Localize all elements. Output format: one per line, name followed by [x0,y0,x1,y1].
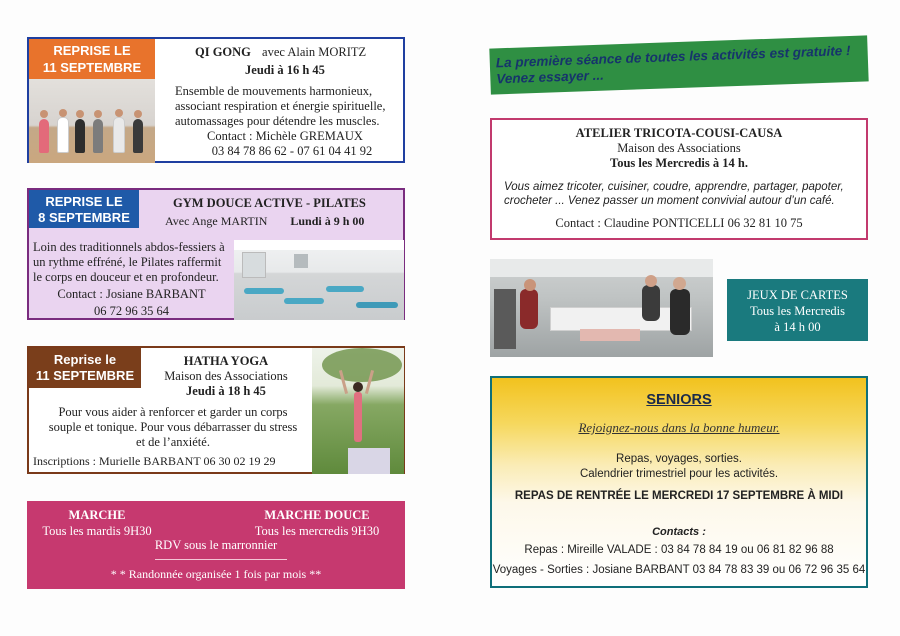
tricota-header [492,126,866,171]
desc-line: Vous aimez tricoter, cuisiner, coudre, apprendre, partager, papoter, [504,181,844,193]
gym-schedule: Lundi à 9 h 00 [290,214,365,228]
desc-line: un rythme effréné, le Pilates raffermit [33,255,222,269]
tricota-schedule: Tous les Mercredis à 14 h. [610,156,748,170]
desc-line: crocheter ... Venez passer un moment convivial autour d’un café. [504,195,835,207]
marche-rdv: RDV sous le marronnier [154,538,278,552]
randonnee-note: * * Randonnée organisée 1 fois par mois ** [110,567,322,581]
marche-title: MARCHE [68,508,126,522]
tricota-description [504,180,864,208]
gym-reprise-badge [29,190,139,228]
seniors-info [492,452,866,482]
gym-title: GYM DOUCE ACTIVE - PILATES [173,196,366,210]
qigong-photo [29,79,155,163]
seniors-contacts-label: Contacts : [652,526,706,538]
contact-phones: 03 84 78 86 62 - 07 61 04 41 92 [211,144,373,158]
qigong-title: QI GONG [195,45,251,59]
gym-description [33,240,233,285]
gym-header-line [165,214,405,229]
badge-line: 11 SEPTEMBRE [42,60,142,75]
hatha-yoga-card [27,346,405,474]
qigong-reprise-badge [29,39,155,79]
desc-line: et de l’anxiété. [136,435,210,449]
tricota-place: Maison des Associations [617,141,741,155]
qigong-schedule: Jeudi à 16 h 45 [245,63,325,77]
yoga-photo [312,348,404,474]
pilates-photo [234,240,404,320]
seniors-contact-voyages: Voyages - Sorties : Josiane BARBANT 03 84 78 83 39 ou 06 72 96 35 64 [492,564,866,576]
tricota-card [490,118,868,240]
seniors-card [490,376,868,588]
badge-line: 11 SEPTEMBRE [35,368,135,383]
desc-line: Pour vous aider à renforcer et garder un corps [58,405,288,419]
gym-instructor: Avec Ange MARTIN [165,214,268,228]
badge-line: 8 SEPTEMBRE [38,210,130,225]
badge-line: REPRISE LE [53,43,131,58]
gym-douce-card [27,188,405,320]
contact-phone: 06 72 96 35 64 [94,304,169,318]
desc-line: souple et tonique. Pour vous débarrasser du stress [48,420,298,434]
marche-left [27,507,167,539]
yoga-place: Maison des Associations [164,369,288,383]
desc-line: associant respiration et énergie spirituelle, [175,99,386,113]
desc-line: le corps en douceur et en profondeur. [33,270,219,284]
badge-line: Reprise le [53,352,117,367]
marche-card [27,501,405,589]
qigong-header [169,45,401,60]
tricota-contact: Contact : Claudine PONTICELLI 06 32 81 10 75 [555,216,803,230]
marche-douce-title: MARCHE DOUCE [264,508,370,522]
contact-name: Contact : Michèle GREMAUX [207,129,363,143]
jeux-title: JEUX DE CARTES [747,288,848,302]
badge-line: REPRISE LE [45,194,123,209]
seniors-tagline: Rejoignez-nous dans la bonne humeur. [578,420,780,435]
yoga-schedule: Jeudi à 18 h 45 [186,384,266,398]
yoga-reprise-badge [29,348,141,388]
marche-schedule: Tous les mardis 9H30 [42,524,152,538]
contact-name: Contact : Josiane BARBANT [57,287,206,301]
qigong-contact [169,129,401,159]
info-line: Calendrier trimestriel pour les activités. [579,468,779,480]
jeux-de-cartes-card [727,279,868,341]
marche-douce-right [237,507,397,539]
card-players-photo [490,259,713,357]
jeux-schedule: Tous les Mercredis [750,304,845,318]
banner-line: Venez essayer ... [496,67,605,87]
seniors-event: REPAS DE RENTRÉE LE MERCREDI 17 SEPTEMBRE À MIDI [514,490,844,502]
marche-douce-schedule: Tous les mercredis 9H30 [254,524,380,538]
tricota-title: ATELIER TRICOTA-COUSI-CAUSA [575,126,783,140]
free-session-banner [489,35,868,94]
yoga-title: HATHA YOGA [183,354,269,368]
divider [155,559,287,560]
yoga-description [33,405,313,450]
banner-line: La première séance de toutes les activités est gratuite ! [495,43,851,71]
seniors-title: SENIORS [646,392,712,408]
desc-line: automassages pour détendre les muscles. [175,114,380,128]
desc-line: Loin des traditionnels abdos-fessiers à [33,240,225,254]
qigong-instructor: avec Alain MORITZ [262,45,367,59]
yoga-header [141,354,311,399]
qigong-description [175,84,405,129]
yoga-inscriptions: Inscriptions : Murielle BARBANT 06 30 02 19 29 [33,454,276,468]
jeux-time: à 14 h 00 [774,320,821,334]
desc-line: Ensemble de mouvements harmonieux, [175,84,373,98]
gym-contact [29,286,234,320]
qigong-card [27,37,405,163]
seniors-contact-repas: Repas : Mireille VALADE : 03 84 78 84 19 ou 06 81 82 96 88 [524,544,834,556]
info-line: Repas, voyages, sorties. [616,453,742,465]
